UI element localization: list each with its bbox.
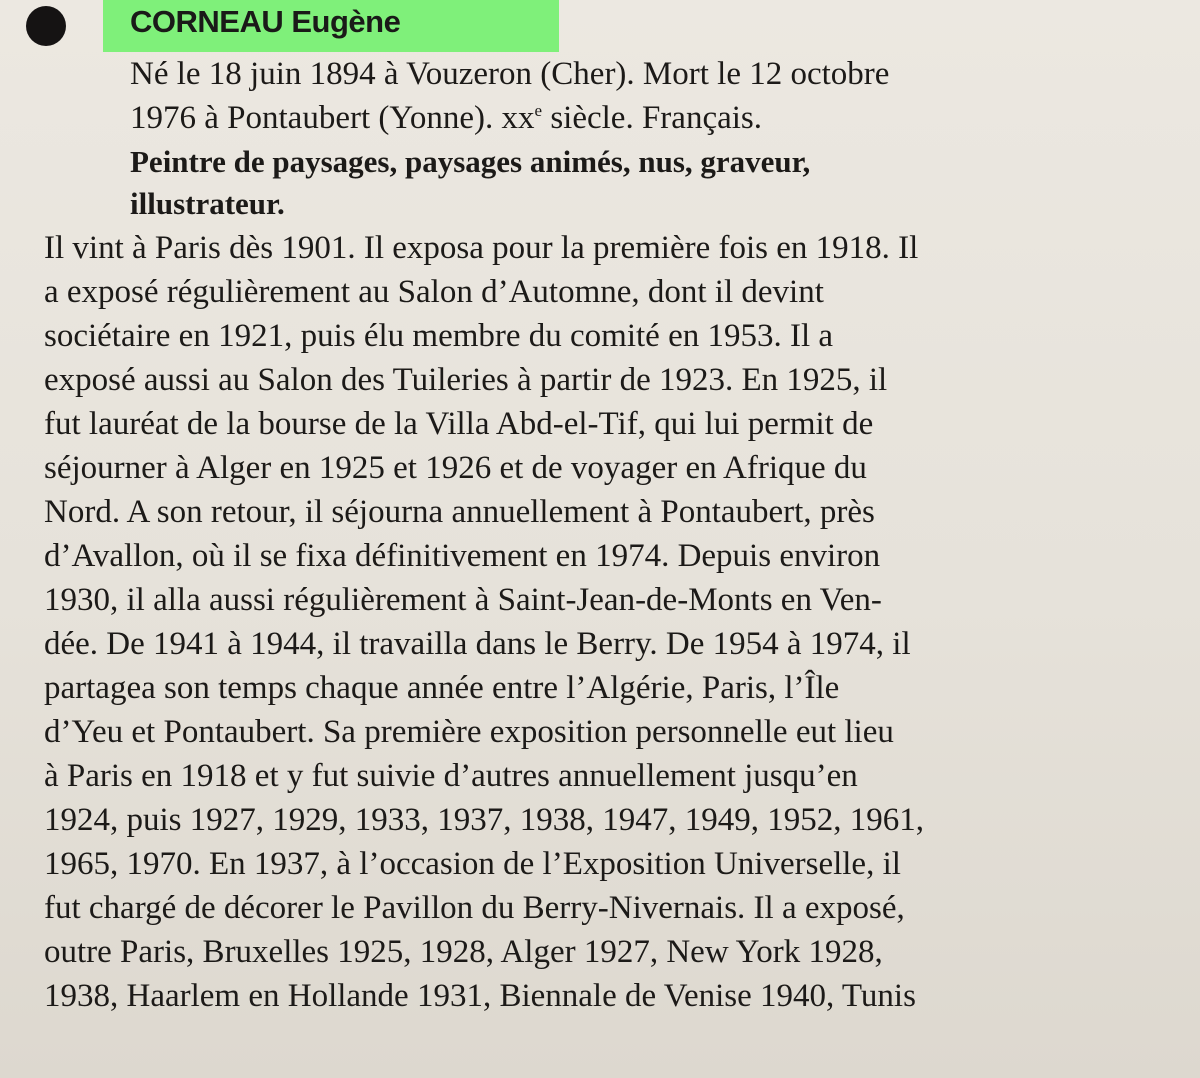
bio-line: Nord. A son retour, il séjourna annuellement à Pontaubert, près — [44, 494, 875, 530]
bio-line: Il vint à Paris dès 1901. Il exposa pour la première fois en 1918. Il — [44, 230, 919, 266]
bio-line: d’Yeu et Pontaubert. Sa première exposition personnelle eut lieu — [44, 714, 894, 750]
bio-line: fut lauréat de la bourse de la Villa Abd-el-Tif, qui lui permit de — [44, 406, 874, 442]
bio-line: 1938, Haarlem en Hollande 1931, Biennale de Venise 1940, Tunis — [44, 978, 916, 1014]
bio-line: à Paris en 1918 et y fut suivie d’autres annuellement jusqu’en — [44, 758, 858, 794]
bio-line: outre Paris, Bruxelles 1925, 1928, Alger 1927, New York 1928, — [44, 934, 883, 970]
specialty-line-2: illustrateur. — [130, 186, 285, 221]
bio-line: exposé aussi au Salon des Tuileries à partir de 1923. En 1925, il — [44, 362, 888, 398]
entry-name: CORNEAU Eugène — [130, 4, 401, 39]
bio-line: d’Avallon, où il se fixa définitivement en 1974. Depuis environ — [44, 538, 881, 574]
bio-line: 1930, il alla aussi régulièrement à Saint-Jean-de-Monts en Ven- — [44, 582, 882, 618]
bio-line: a exposé régulièrement au Salon d’Automne, dont il devint — [44, 274, 824, 310]
specialty-line-1: Peintre de paysages, paysages animés, nus, graveur, — [130, 144, 811, 179]
bio-line: sociétaire en 1921, puis élu membre du comité en 1953. Il a — [44, 318, 834, 354]
century-superscript: e — [534, 101, 543, 120]
dates-line-1: Né le 18 juin 1894 à Vouzeron (Cher). Mort le 12 octobre — [130, 56, 890, 92]
bio-line: fut chargé de décorer le Pavillon du Berry-Nivernais. Il a exposé, — [44, 890, 905, 926]
bio-line: 1965, 1970. En 1937, à l’occasion de l’Exposition Universelle, il — [44, 846, 901, 882]
dates-line-2 — [130, 100, 762, 137]
bio-line: 1924, puis 1927, 1929, 1933, 1937, 1938, 1947, 1949, 1952, 1961, — [44, 802, 925, 838]
bullet-dot — [26, 6, 66, 46]
bio-line: dée. De 1941 à 1944, il travailla dans le Berry. De 1954 à 1974, il — [44, 626, 911, 662]
dates-line-2-part1: 1976 à Pontaubert (Yonne). xx — [130, 100, 535, 136]
dates-line-2-part2: siècle. Français. — [542, 100, 762, 136]
bio-line: séjourner à Alger en 1925 et 1926 et de voyager en Afrique du — [44, 450, 867, 486]
bio-line: partagea son temps chaque année entre l’Algérie, Paris, l’Île — [44, 670, 840, 706]
